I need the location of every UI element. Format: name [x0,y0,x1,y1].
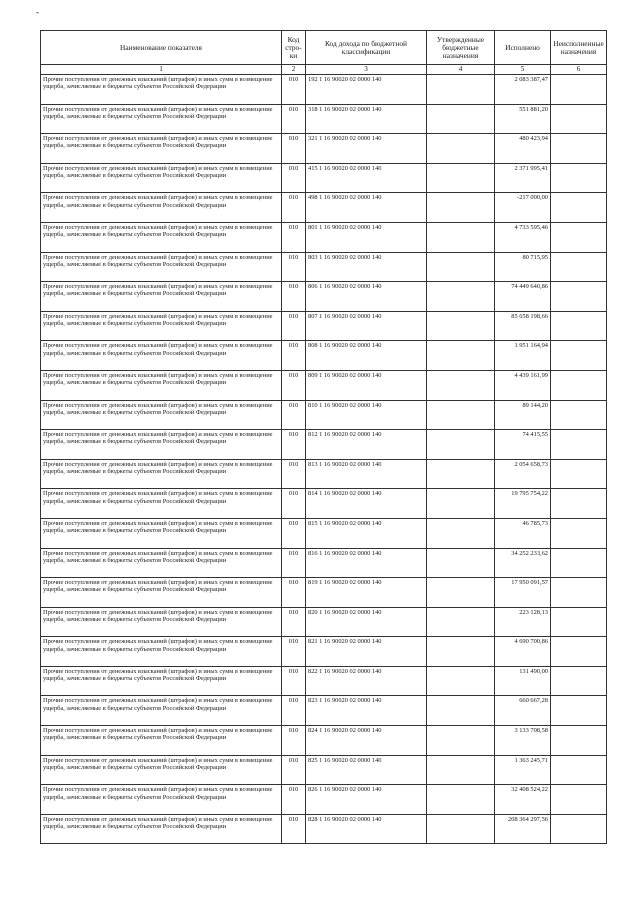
income-code-cell: 803 1 16 90020 02 0000 140 [306,252,427,282]
executed-cell: 1 951 164,94 [495,341,551,371]
approved-cell [427,548,495,578]
table-row [41,637,607,667]
table-row [41,222,607,252]
line-code-cell: 010 [282,518,306,548]
table-row [41,814,607,844]
line-code-cell: 010 [282,222,306,252]
table-row [41,518,607,548]
executed-cell: 1 363 245,71 [495,755,551,785]
unexecuted-cell [551,222,607,252]
approved-cell [427,814,495,844]
line-code-cell: 010 [282,193,306,223]
unexecuted-cell [551,755,607,785]
unexecuted-cell [551,400,607,430]
unexecuted-cell [551,637,607,667]
approved-cell [427,666,495,696]
approved-cell [427,696,495,726]
table-row [41,459,607,489]
header-executed: Исполнено [495,31,551,65]
indicator-name-cell: Прочие поступления от денежных взысканий (штрафов) и иных сумм в возмещение ущерба, зачисляемые в бюджеты субъектов Российской Федерации [41,252,282,282]
table-row [41,548,607,578]
indicator-name-cell: Прочие поступления от денежных взысканий (штрафов) и иных сумм в возмещение ущерба, зачисляемые в бюджеты субъектов Российской Федерации [41,400,282,430]
line-code-cell: 010 [282,489,306,519]
line-code-cell: 010 [282,252,306,282]
income-code-cell: 807 1 16 90020 02 0000 140 [306,311,427,341]
line-code-cell: 010 [282,134,306,164]
line-code-cell: 010 [282,341,306,371]
approved-cell [427,75,495,105]
column-number: 2 [282,65,306,75]
approved-cell [427,518,495,548]
approved-cell [427,785,495,815]
approved-cell [427,222,495,252]
executed-cell: 32 408 524,22 [495,785,551,815]
indicator-name-cell: Прочие поступления от денежных взысканий (штрафов) и иных сумм в возмещение ущерба, зачисляемые в бюджеты субъектов Российской Федерации [41,696,282,726]
unexecuted-cell [551,430,607,460]
indicator-name-cell: Прочие поступления от денежных взысканий (штрафов) и иных сумм в возмещение ущерба, зачисляемые в бюджеты субъектов Российской Федерации [41,311,282,341]
indicator-name-cell: Прочие поступления от денежных взысканий (штрафов) и иных сумм в возмещение ущерба, зачисляемые в бюджеты субъектов Российской Федерации [41,518,282,548]
income-code-cell: 824 1 16 90020 02 0000 140 [306,726,427,756]
column-number: 1 [41,65,282,75]
unexecuted-cell [551,370,607,400]
executed-cell: 4 733 595,46 [495,222,551,252]
executed-cell: 34 252 233,62 [495,548,551,578]
executed-cell: 223 128,13 [495,607,551,637]
line-code-cell: 010 [282,75,306,105]
executed-cell: 80 715,95 [495,252,551,282]
unexecuted-cell [551,578,607,608]
executed-cell: 17 950 091,57 [495,578,551,608]
executed-cell: 551 881,20 [495,104,551,134]
table-row [41,163,607,193]
indicator-name-cell: Прочие поступления от денежных взысканий (штрафов) и иных сумм в возмещение ущерба, зачисляемые в бюджеты субъектов Российской Федерации [41,578,282,608]
income-code-cell: 815 1 16 90020 02 0000 140 [306,518,427,548]
unexecuted-cell [551,548,607,578]
approved-cell [427,341,495,371]
executed-cell: 3 133 708,58 [495,726,551,756]
line-code-cell: 010 [282,163,306,193]
column-number: 3 [306,65,427,75]
unexecuted-cell [551,134,607,164]
unexecuted-cell [551,459,607,489]
approved-cell [427,459,495,489]
line-code-cell: 010 [282,459,306,489]
executed-cell: 2 054 658,73 [495,459,551,489]
table-row [41,489,607,519]
executed-cell: 131 490,00 [495,666,551,696]
header-line-code: Код стро-ки [282,31,306,65]
unexecuted-cell [551,726,607,756]
table-body [41,75,607,844]
approved-cell [427,755,495,785]
income-code-cell: 808 1 16 90020 02 0000 140 [306,341,427,371]
income-code-cell: 816 1 16 90020 02 0000 140 [306,548,427,578]
report-table [40,30,607,844]
executed-cell: 2 083 387,47 [495,75,551,105]
table-row [41,785,607,815]
income-code-cell: 819 1 16 90020 02 0000 140 [306,578,427,608]
column-number-row [41,65,607,75]
approved-cell [427,726,495,756]
income-code-cell: 828 1 16 90020 02 0000 140 [306,814,427,844]
table-row [41,607,607,637]
line-code-cell: 010 [282,370,306,400]
table-row [41,370,607,400]
executed-cell: 74 449 640,86 [495,282,551,312]
line-code-cell: 010 [282,696,306,726]
line-code-cell: 010 [282,578,306,608]
line-code-cell: 010 [282,666,306,696]
income-code-cell: 809 1 16 90020 02 0000 140 [306,370,427,400]
executed-cell: 4 690 700,86 [495,637,551,667]
income-code-cell: 806 1 16 90020 02 0000 140 [306,282,427,312]
approved-cell [427,193,495,223]
unexecuted-cell [551,489,607,519]
line-code-cell: 010 [282,282,306,312]
approved-cell [427,252,495,282]
line-code-cell: 010 [282,785,306,815]
approved-cell [427,104,495,134]
table-row [41,430,607,460]
indicator-name-cell: Прочие поступления от денежных взысканий (штрафов) и иных сумм в возмещение ущерба, зачисляемые в бюджеты субъектов Российской Федерации [41,814,282,844]
line-code-cell: 010 [282,548,306,578]
executed-cell: -217 000,00 [495,193,551,223]
unexecuted-cell [551,814,607,844]
executed-cell: 4 439 161,99 [495,370,551,400]
income-code-cell: 801 1 16 90020 02 0000 140 [306,222,427,252]
table-row [41,282,607,312]
column-number: 4 [427,65,495,75]
unexecuted-cell [551,518,607,548]
indicator-name-cell: Прочие поступления от денежных взысканий (штрафов) и иных сумм в возмещение ущерба, зачисляемые в бюджеты субъектов Российской Федерации [41,489,282,519]
unexecuted-cell [551,104,607,134]
indicator-name-cell: Прочие поступления от денежных взысканий (штрафов) и иных сумм в возмещение ущерба, зачисляемые в бюджеты субъектов Российской Федерации [41,134,282,164]
indicator-name-cell: Прочие поступления от денежных взысканий (штрафов) и иных сумм в возмещение ущерба, зачисляемые в бюджеты субъектов Российской Федерации [41,726,282,756]
income-code-cell: 825 1 16 90020 02 0000 140 [306,755,427,785]
approved-cell [427,370,495,400]
column-number: 5 [495,65,551,75]
line-code-cell: 010 [282,430,306,460]
unexecuted-cell [551,163,607,193]
approved-cell [427,430,495,460]
unexecuted-cell [551,666,607,696]
table-row [41,75,607,105]
indicator-name-cell: Прочие поступления от денежных взысканий (штрафов) и иных сумм в возмещение ущерба, зачисляемые в бюджеты субъектов Российской Федерации [41,193,282,223]
approved-cell [427,311,495,341]
indicator-name-cell: Прочие поступления от денежных взысканий (штрафов) и иных сумм в возмещение ущерба, зачисляемые в бюджеты субъектов Российской Федерации [41,341,282,371]
executed-cell: 2 371 995,41 [495,163,551,193]
executed-cell: 660 667,28 [495,696,551,726]
indicator-name-cell: Прочие поступления от денежных взысканий (штрафов) и иных сумм в возмещение ущерба, зачисляемые в бюджеты субъектов Российской Федерации [41,666,282,696]
indicator-name-cell: Прочие поступления от денежных взысканий (штрафов) и иных сумм в возмещение ущерба, зачисляемые в бюджеты субъектов Российской Федерации [41,370,282,400]
line-code-cell: 010 [282,637,306,667]
line-code-cell: 010 [282,814,306,844]
unexecuted-cell [551,75,607,105]
page-mark: - [36,7,39,17]
header-income-code: Код дохода по бюджетной классификации [306,31,427,65]
header-indicator-name: Наименование показателя [41,31,282,65]
table-row [41,252,607,282]
table-row [41,726,607,756]
income-code-cell: 823 1 16 90020 02 0000 140 [306,696,427,726]
unexecuted-cell [551,311,607,341]
approved-cell [427,489,495,519]
header-approved: Утвержденные бюджетные назначения [427,31,495,65]
line-code-cell: 010 [282,755,306,785]
table-row [41,104,607,134]
income-code-cell: 814 1 16 90020 02 0000 140 [306,489,427,519]
income-code-cell: 192 1 16 90020 02 0000 140 [306,75,427,105]
indicator-name-cell: Прочие поступления от денежных взысканий (штрафов) и иных сумм в возмещение ущерба, зачисляемые в бюджеты субъектов Российской Федерации [41,222,282,252]
indicator-name-cell: Прочие поступления от денежных взысканий (штрафов) и иных сумм в возмещение ущерба, зачисляемые в бюджеты субъектов Российской Федерации [41,163,282,193]
unexecuted-cell [551,785,607,815]
approved-cell [427,134,495,164]
table-row [41,193,607,223]
table-row [41,666,607,696]
unexecuted-cell [551,696,607,726]
unexecuted-cell [551,193,607,223]
line-code-cell: 010 [282,400,306,430]
indicator-name-cell: Прочие поступления от денежных взысканий (штрафов) и иных сумм в возмещение ущерба, зачисляемые в бюджеты субъектов Российской Федерации [41,459,282,489]
income-code-cell: 812 1 16 90020 02 0000 140 [306,430,427,460]
approved-cell [427,637,495,667]
table-row [41,696,607,726]
indicator-name-cell: Прочие поступления от денежных взысканий (штрафов) и иных сумм в возмещение ущерба, зачисляемые в бюджеты субъектов Российской Федерации [41,75,282,105]
income-code-cell: 318 1 16 90020 02 0000 140 [306,104,427,134]
indicator-name-cell: Прочие поступления от денежных взысканий (штрафов) и иных сумм в возмещение ущерба, зачисляемые в бюджеты субъектов Российской Федерации [41,282,282,312]
approved-cell [427,578,495,608]
column-number: 6 [551,65,607,75]
line-code-cell: 010 [282,311,306,341]
table-header-row [41,31,607,65]
income-code-cell: 822 1 16 90020 02 0000 140 [306,666,427,696]
indicator-name-cell: Прочие поступления от денежных взысканий (штрафов) и иных сумм в возмещение ущерба, зачисляемые в бюджеты субъектов Российской Федерации [41,637,282,667]
indicator-name-cell: Прочие поступления от денежных взысканий (штрафов) и иных сумм в возмещение ущерба, зачисляемые в бюджеты субъектов Российской Федерации [41,548,282,578]
indicator-name-cell: Прочие поступления от денежных взысканий (штрафов) и иных сумм в возмещение ущерба, зачисляемые в бюджеты субъектов Российской Федерации [41,104,282,134]
indicator-name-cell: Прочие поступления от денежных взысканий (штрафов) и иных сумм в возмещение ущерба, зачисляемые в бюджеты субъектов Российской Федерации [41,430,282,460]
executed-cell: 89 144,20 [495,400,551,430]
indicator-name-cell: Прочие поступления от денежных взысканий (штрафов) и иных сумм в возмещение ущерба, зачисляемые в бюджеты субъектов Российской Федерации [41,755,282,785]
table-row [41,341,607,371]
executed-cell: 74 415,55 [495,430,551,460]
income-code-cell: 826 1 16 90020 02 0000 140 [306,785,427,815]
approved-cell [427,400,495,430]
table-row [41,311,607,341]
approved-cell [427,163,495,193]
line-code-cell: 010 [282,607,306,637]
unexecuted-cell [551,252,607,282]
income-code-cell: 415 1 16 90020 02 0000 140 [306,163,427,193]
line-code-cell: 010 [282,104,306,134]
income-code-cell: 498 1 16 90020 02 0000 140 [306,193,427,223]
table-row [41,134,607,164]
executed-cell: 85 658 198,66 [495,311,551,341]
executed-cell: 46 785,73 [495,518,551,548]
table-row [41,400,607,430]
table-row [41,578,607,608]
income-code-cell: 820 1 16 90020 02 0000 140 [306,607,427,637]
indicator-name-cell: Прочие поступления от денежных взысканий (штрафов) и иных сумм в возмещение ущерба, зачисляемые в бюджеты субъектов Российской Федерации [41,785,282,815]
income-code-cell: 813 1 16 90020 02 0000 140 [306,459,427,489]
executed-cell: 208 364 297,56 [495,814,551,844]
income-code-cell: 821 1 16 90020 02 0000 140 [306,637,427,667]
unexecuted-cell [551,341,607,371]
table-row [41,755,607,785]
income-code-cell: 321 1 16 90020 02 0000 140 [306,134,427,164]
indicator-name-cell: Прочие поступления от денежных взысканий (штрафов) и иных сумм в возмещение ущерба, зачисляемые в бюджеты субъектов Российской Федерации [41,607,282,637]
unexecuted-cell [551,282,607,312]
unexecuted-cell [551,607,607,637]
line-code-cell: 010 [282,726,306,756]
approved-cell [427,282,495,312]
executed-cell: 19 795 754,22 [495,489,551,519]
header-unexecuted: Неисполненные назначения [551,31,607,65]
executed-cell: 480 423,94 [495,134,551,164]
approved-cell [427,607,495,637]
income-code-cell: 810 1 16 90020 02 0000 140 [306,400,427,430]
